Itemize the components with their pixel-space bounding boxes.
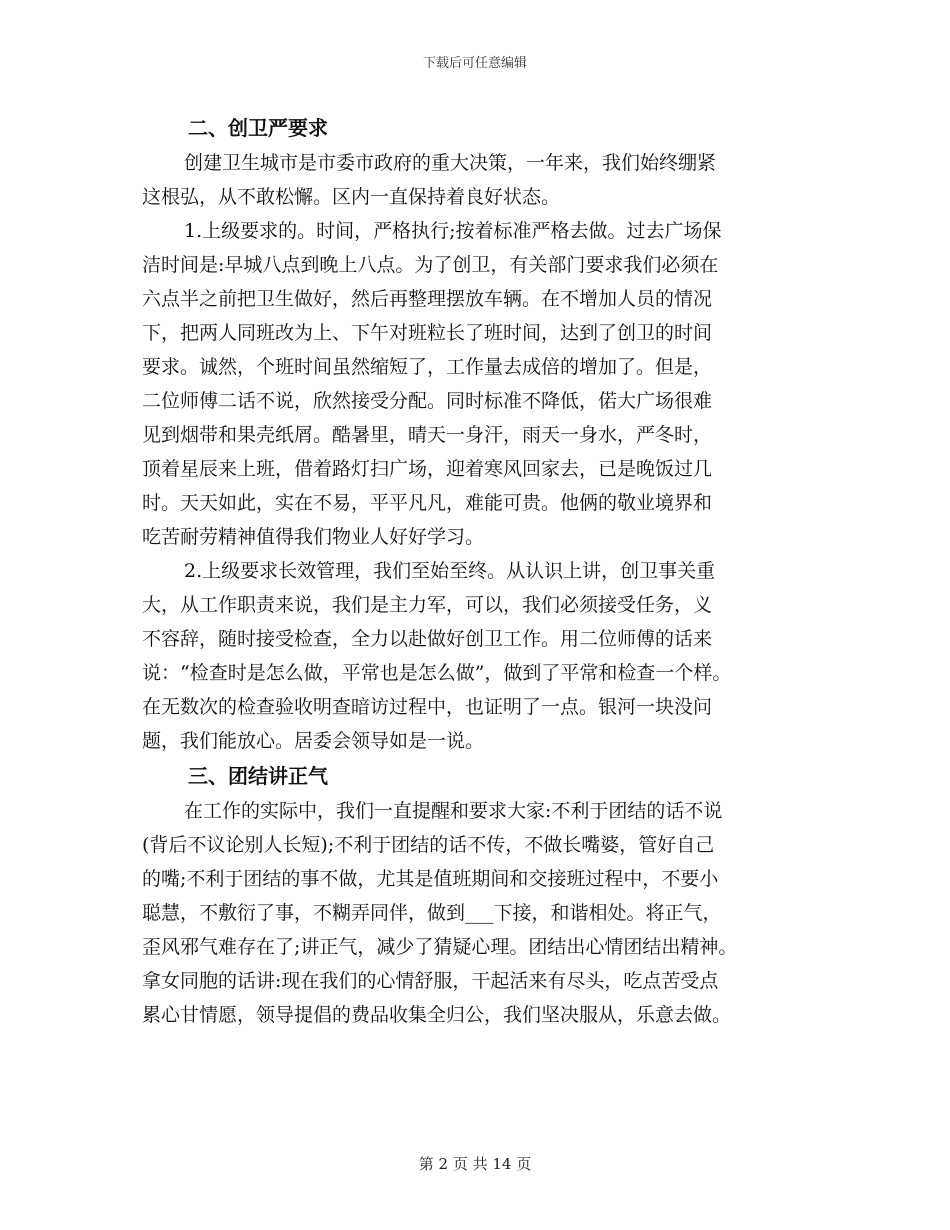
paragraph xyxy=(142,554,822,758)
text-line: 要求。诚然，个班时间虽然缩短了，工作量去成倍的增加了。但是， xyxy=(142,356,713,378)
page-footer: 第 2 页 共 14 页 xyxy=(418,1155,532,1173)
text-line: 的嘴;不利于团结的事不做，尤其是值班期间和交接班过程中，不要小 xyxy=(142,868,719,890)
text-line: 1.上级要求的。时间，严格执行;按着标准严格去做。过去广场保 xyxy=(184,220,722,242)
paragraph xyxy=(142,146,822,214)
section-heading: 二、创卫严要求 xyxy=(188,116,328,140)
text-line: 吃苦耐劳精神值得我们物业人好好学习。 xyxy=(142,526,485,548)
text-line: 创建卫生城市是市委市政府的重大决策，一年来，我们始终绷紧 xyxy=(184,152,717,174)
text-line: 拿女同胞的话讲:现在我们的心情舒服，干起活来有尽头，吃点苦受点 xyxy=(142,970,719,992)
text-line: 洁时间是:早城八点到晚上八点。为了创卫，有关部门要求我们必须在 xyxy=(142,254,719,276)
text-line: 在工作的实际中，我们一直提醒和要求大家:不利于团结的话不说 xyxy=(184,800,723,822)
paragraph xyxy=(142,214,822,554)
text-line: 在无数次的检查验收明查暗访过程中，也证明了一点。银河一块没问 xyxy=(142,696,713,718)
paragraph xyxy=(142,794,822,1032)
section-heading: 三、团结讲正气 xyxy=(188,764,328,788)
text-line: 歪风邪气难存在了;讲正气，减少了猜疑心理。团结出心情团结出精神。 xyxy=(142,936,738,958)
text-line: 六点半之前把卫生做好，然后再整理摆放车辆。在不增加人员的情况 xyxy=(142,288,713,310)
text-line: 下，把两人同班改为上、下午对班粒长了班时间，达到了创卫的时间 xyxy=(142,322,713,344)
text-line: 这根弘，从不敢松懈。区内一直保持着良好状态。 xyxy=(142,186,561,208)
text-line: 大，从工作职责来说，我们是主力军，可以，我们必须接受任务，义 xyxy=(142,594,713,616)
page-header: 下载后可任意编辑 xyxy=(422,56,527,71)
text-line: 二位师傅二话不说，欣然接受分配。同时标准不降低，偌大广场很难 xyxy=(142,390,713,412)
text-line: (背后不议论别人长短);不利于团结的话不传，不做长嘴婆，管好自己 xyxy=(142,834,715,856)
text-line: 不容辞，随时接受检查，全力以赴做好创卫工作。用二位师傅的话来 xyxy=(142,628,713,650)
text-line: 说：“检查时是怎么做，平常也是怎么做”，做到了平常和检查一个样。 xyxy=(142,662,732,684)
text-line: 2.上级要求长效管理，我们至始至终。从认识上讲，创卫事关重 xyxy=(184,560,716,582)
text-line: 题，我们能放心。居委会领导如是一说。 xyxy=(142,730,485,752)
text-line: 聪慧，不敷衍了事，不糊弄同伴，做到___下接，和谐相处。将正气， xyxy=(142,902,722,924)
text-line: 见到烟带和果壳纸屑。酷暑里，晴天一身汗，雨天一身水，严冬时， xyxy=(142,424,713,446)
text-line: 顶着星辰来上班，借着路灯扫广场，迎着寒风回家去，已是晚饭过几 xyxy=(142,458,713,480)
text-line: 累心甘情愿，领导提倡的费品收集全归公，我们坚决服从，乐意去做。 xyxy=(142,1004,732,1026)
document-body xyxy=(142,110,822,1032)
text-line: 时。天天如此，实在不易，平平凡凡，难能可贵。他俩的敬业境界和 xyxy=(142,492,713,514)
